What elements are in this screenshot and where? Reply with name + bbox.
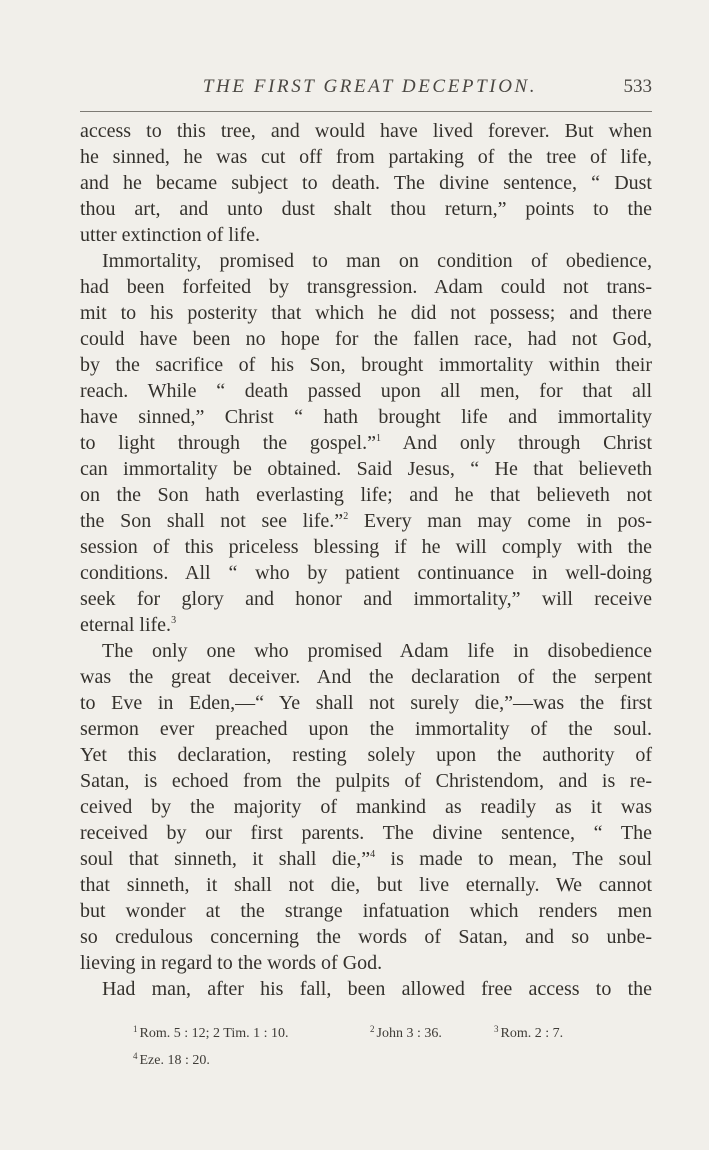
text-line: Yet this declaration, resting solely upon the authority of xyxy=(80,744,652,766)
text-line xyxy=(80,508,652,534)
text-line: seek for glory and honor and immortality,” will receive xyxy=(80,588,652,610)
footnote-row xyxy=(133,1045,653,1072)
header-rule xyxy=(80,111,652,112)
footnote-mark: 3 xyxy=(494,1024,499,1034)
text-line: and he became subject to death. The divine sentence, “ Dust xyxy=(80,172,652,194)
text-segment: And only through Christ xyxy=(380,432,652,454)
text-line: was the great deceiver. And the declaration of the serpent xyxy=(80,666,652,688)
paragraph-4 xyxy=(80,976,652,1002)
text-line xyxy=(80,430,652,456)
text-segment: the Son shall not see life.” xyxy=(80,510,344,532)
text-line: Satan, is echoed from the pulpits of Christendom, and is re- xyxy=(80,770,652,792)
footnote-mark: 4 xyxy=(133,1051,138,1061)
text-line: sermon ever preached upon the immortality of the soul. xyxy=(80,718,652,740)
footnote-row xyxy=(133,1018,653,1045)
text-segment: is made to mean, The soul xyxy=(375,848,652,870)
text-line: had been forfeited by transgression. Adam could not trans- xyxy=(80,276,652,298)
text-line: session of this priceless blessing if he will comply with the xyxy=(80,536,652,558)
text-line: access to this tree, and would have lived forever. But when xyxy=(80,120,652,142)
footnote-reference: 3 xyxy=(171,615,177,626)
text-line: he sinned, he was cut off from partaking of the tree of life, xyxy=(80,146,652,168)
footnote-reference: 1 xyxy=(375,433,381,444)
footnote-reference: 2 xyxy=(343,511,349,522)
paragraph-2 xyxy=(80,248,652,638)
text-line: received by our first parents. The divine sentence, “ The xyxy=(80,822,652,844)
text-segment: eternal life. xyxy=(80,614,172,636)
text-line: so credulous concerning the words of Satan, and so unbe- xyxy=(80,926,652,948)
text-line: utter extinction of life. xyxy=(80,224,260,246)
running-title: THE FIRST GREAT DECEPTION. xyxy=(202,76,538,97)
footnote-text: Eze. 18 : 20. xyxy=(139,1053,210,1068)
page-header xyxy=(80,76,652,106)
footnote-mark: 2 xyxy=(370,1024,375,1034)
text-line: reach. While “ death passed upon all men, for that all xyxy=(80,380,652,402)
footnote xyxy=(133,1045,210,1072)
text-segment: Every man may come in pos- xyxy=(348,510,652,532)
footnote xyxy=(494,1018,563,1045)
footnote-text: Rom. 2 : 7. xyxy=(500,1026,564,1041)
footnotes xyxy=(133,1018,653,1072)
text-line: ceived by the majority of mankind as readily as it was xyxy=(80,796,652,818)
footnote-text: Rom. 5 : 12; 2 Tim. 1 : 10. xyxy=(139,1026,289,1041)
text-line: conditions. All “ who by patient continuance in well-doing xyxy=(80,562,652,584)
text-line: to Eve in Eden,—“ Ye shall not surely die,”—was the first xyxy=(80,692,652,714)
text-line: Immortality, promised to man on condition of obedience, xyxy=(102,250,652,272)
text-line: can immortality be obtained. Said Jesus, “ He that believeth xyxy=(80,458,652,480)
footnote xyxy=(370,1018,494,1045)
text-segment: soul that sinneth, it shall die,” xyxy=(80,848,371,870)
body-text xyxy=(80,118,652,1002)
text-segment: to light through the gospel.” xyxy=(80,432,376,454)
paragraph-1 xyxy=(80,118,652,248)
text-line: The only one who promised Adam life in disobedience xyxy=(102,640,652,662)
page-number: 533 xyxy=(623,76,652,97)
text-line: could have been no hope for the fallen race, had not God, xyxy=(80,328,652,350)
text-line: Had man, after his fall, been allowed free access to the xyxy=(102,978,652,1000)
footnote-reference: 4 xyxy=(370,849,376,860)
text-line: but wonder at the strange infatuation which renders men xyxy=(80,900,652,922)
paragraph-3 xyxy=(80,638,652,976)
text-line: lieving in regard to the words of God. xyxy=(80,952,383,974)
text-line: thou art, and unto dust shalt thou return,” points to the xyxy=(80,198,652,220)
text-line xyxy=(80,612,652,638)
text-line: have sinned,” Christ “ hath brought life and immortality xyxy=(80,406,652,428)
footnote-mark: 1 xyxy=(133,1024,138,1034)
footnote-text: John 3 : 36. xyxy=(376,1026,442,1041)
text-line xyxy=(80,846,652,872)
footnote xyxy=(133,1018,370,1045)
text-line: by the sacrifice of his Son, brought immortality within their xyxy=(80,354,652,376)
text-line: mit to his posterity that which he did not possess; and there xyxy=(80,302,652,324)
text-line: on the Son hath everlasting life; and he that believeth not xyxy=(80,484,652,506)
text-line: that sinneth, it shall not die, but live eternally. We cannot xyxy=(80,874,652,896)
